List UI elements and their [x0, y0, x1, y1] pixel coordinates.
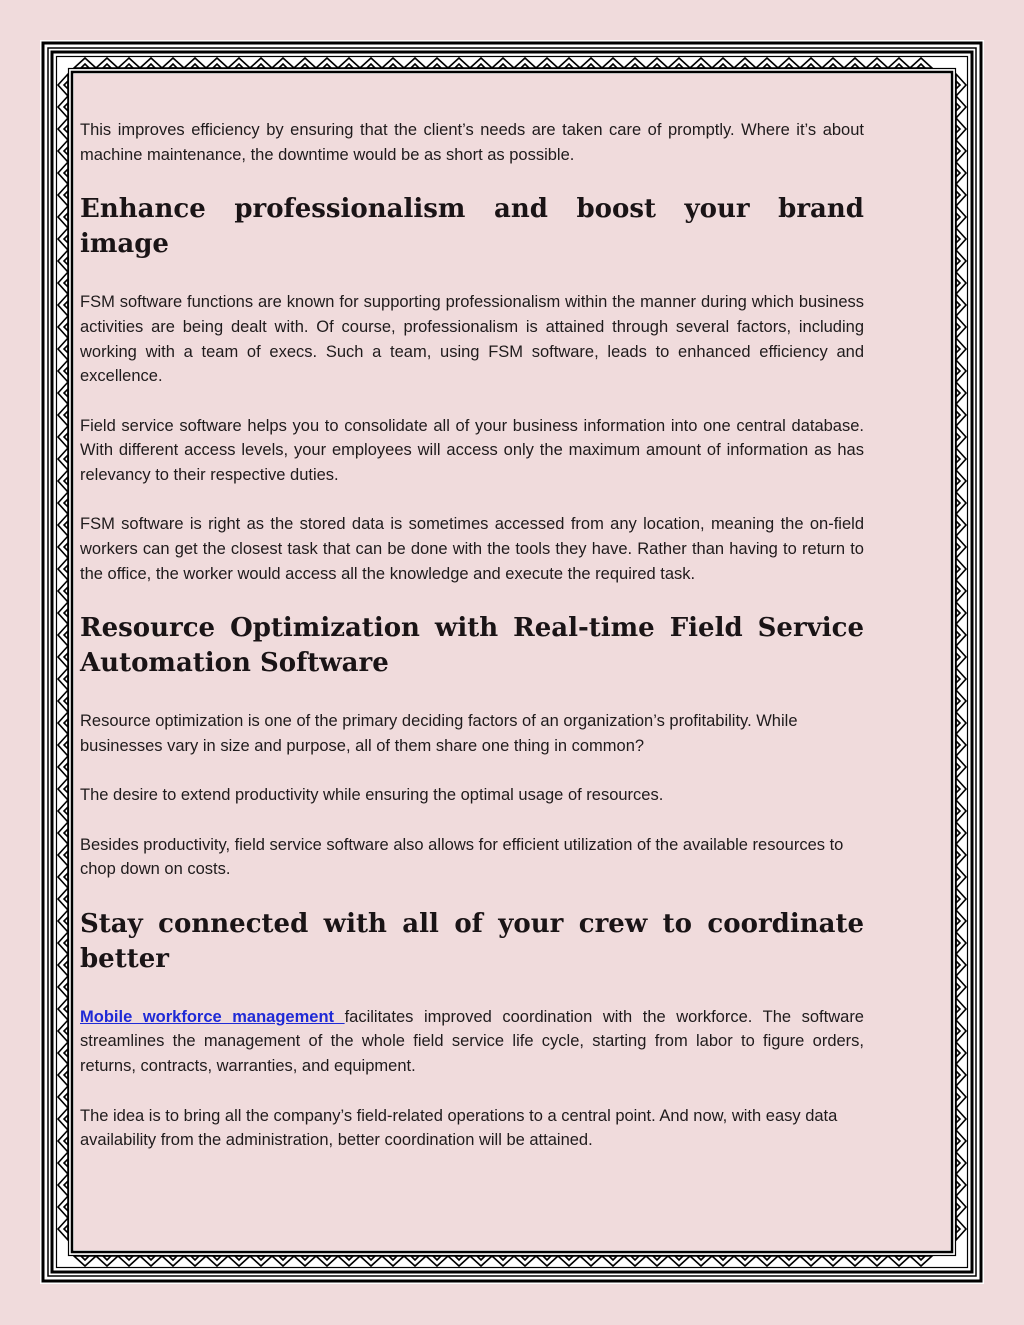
heading-stay-connected: Stay connected with all of your crew to coordinate better: [80, 908, 864, 974]
paragraph-mobile-workforce: [80, 1005, 864, 1079]
paragraph-besides-productivity: Besides productivity, field service software also allows for efficient utilization of the available resources to chop down on costs.: [80, 835, 844, 879]
paragraph-fsm-professionalism: FSM software functions are known for supporting professionalism within the manner during which business activities are being dealt with. Of course, professionalism is attained through several factors, including working with a team of execs. Such a team, using FSM software, leads to enhanced efficiency and excellence.: [80, 293, 864, 386]
paragraph-central-point: The idea is to bring all the company’s field-related operations to a central point. And now, with easy data availability from the administration, better coordination will be attained.: [80, 1106, 838, 1150]
document-content: [80, 118, 864, 1178]
heading-enhance-professionalism: Enhance professionalism and boost your brand image: [80, 194, 864, 260]
paragraph-stored-data: FSM software is right as the stored data is sometimes accessed from any location, meaning the on-field workers can get the closest task that can be done with the tools they have. Rather than having to return to the office, the worker would access all the knowledge and execute the required task.: [80, 515, 864, 583]
paragraph-consolidate-database: Field service software helps you to consolidate all of your business information into one central database. With different access levels, your employees will access only the maximum amount of information as has relevancy to their respective duties.: [80, 416, 864, 484]
heading-resource-optimization: Resource Optimization with Real-time Field Service Automation Software: [80, 613, 864, 679]
mobile-workforce-management-link[interactable]: Mobile workforce management: [80, 1007, 345, 1026]
paragraph-resource-optimization: Resource optimization is one of the primary deciding factors of an organization’s profitability. While businesses vary in size and purpose, all of them share one thing in common?: [80, 712, 798, 755]
intro-paragraph: This improves efficiency by ensuring that the client’s needs are taken care of promptly. Where it’s about machine maintenance, the downtime would be as short as possible.: [80, 121, 864, 164]
paragraph-desire-productivity: The desire to extend productivity while ensuring the optimal usage of resources.: [80, 786, 664, 805]
paragraph-mobile-workforce-text: facilitates improved coordination with the workforce. The software streamlines the management of the whole field service life cycle, starting from labor to figure orders, returns, contracts, warranties, and equipment.: [80, 1007, 864, 1076]
